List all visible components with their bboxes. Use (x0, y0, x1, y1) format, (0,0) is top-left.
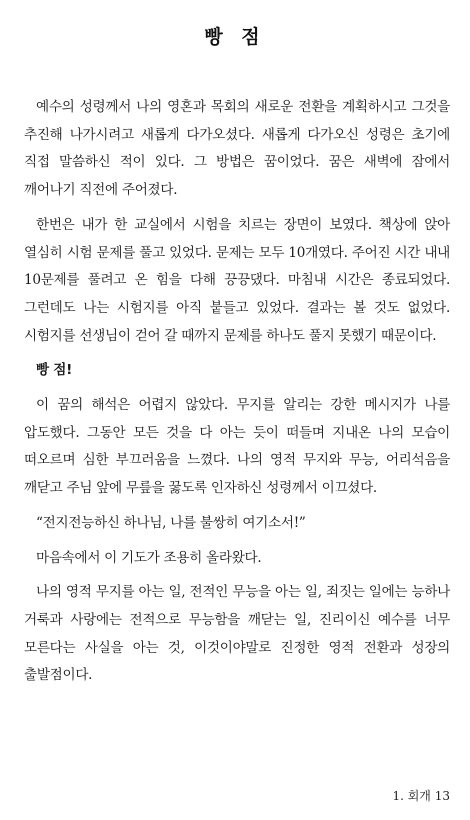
body-text (24, 94, 450, 697)
inline-heading: 빵 점! (36, 362, 72, 379)
paragraph: 이 꿈의 해석은 어렵지 않았다. 무지를 알리는 강한 메시지가 나를 압도했다. 그동안 모든 것을 다 아는 듯이 떠들며 지내온 나의 모습이 떠오르며 심한 부끄러움을 느꼈다. 나의 영적 무지와 무능, 어리석음을 깨닫고 주님 앞에 무릎을 꿇도록 인자하신 성령께서 이끄셨다. (24, 397, 450, 497)
paragraph: 한번은 내가 한 교실에서 시험을 치르는 장면이 보였다. 책상에 앉아 열심히 시험 문제를 풀고 있었다. 문제는 모두 10개였다. 주어진 시간 내내 10문제를 풀려고 온 힘을 다해 끙끙댔다. 마침내 시간은 종료되었다. 그런데도 나는 시험지를 아직 붙들고 있었다. 결과는 볼 것도 없었다. 시험지를 선생님이 걷어 갈 때까지 문제를 하나도 풀지 못했기 때문이다. (24, 216, 450, 344)
paragraph: 나의 영적 무지를 아는 일, 전적인 무능을 아는 일, 죄짓는 일에는 능하나 거룩과 사랑에는 전적으로 무능함을 깨닫는 일, 진리이신 예수를 너무 모른다는 사실을 아는 것, 이것이야말로 진정한 영적 전환과 성장의 출발점이다. (24, 584, 450, 684)
paragraph: 예수의 성령께서 나의 영혼과 목회의 새로운 전환을 계획하시고 그것을 추진해 나가시려고 새롭게 다가오셨다. 새롭게 다가오신 성령은 초기에 직접 말씀하신 적이 있다. 그 방법은 꿈이었다. 꿈은 새벽에 잠에서 깨어나기 직전에 주어졌다. (24, 99, 450, 199)
page-title: 빵 점 (204, 26, 266, 48)
paragraph: 마음속에서 이 기도가 조용히 올라왔다. (36, 549, 262, 566)
page-footer: 1. 회개 13 (392, 789, 450, 803)
quote-paragraph: “전지전능하신 하나님, 나를 불쌍히 여기소서!” (36, 514, 306, 531)
